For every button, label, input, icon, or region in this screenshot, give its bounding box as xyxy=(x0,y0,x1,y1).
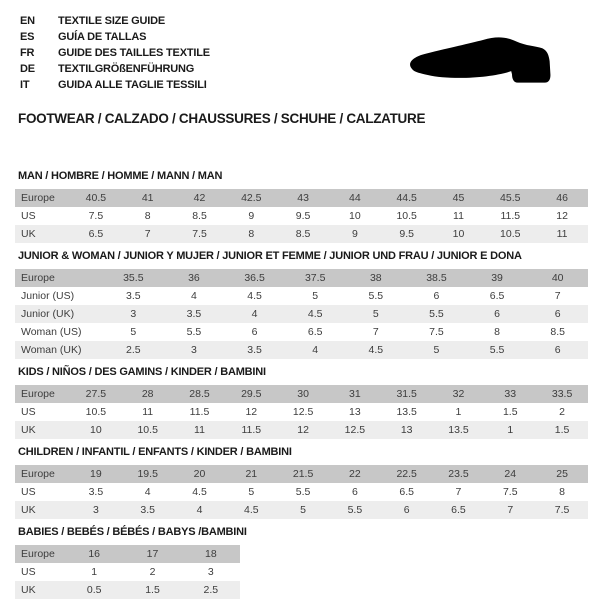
row-label: Woman (US) xyxy=(21,326,82,338)
kids-size-table xyxy=(15,385,588,439)
language-label: GUÍA DE TALLAS xyxy=(58,31,147,43)
language-code: IT xyxy=(20,79,30,91)
row-label: US xyxy=(21,486,36,498)
size-value-cell: 21 xyxy=(245,468,258,480)
size-row xyxy=(15,501,588,519)
size-value-cell: 7 xyxy=(507,504,514,516)
table-title-children: CHILDREN / INFANTIL / ENFANTS / KINDER / BAMBINI xyxy=(18,446,292,458)
size-value-cell: 24 xyxy=(504,468,517,480)
size-value-cell: 2.5 xyxy=(126,344,141,356)
size-value-cell: 5.5 xyxy=(489,344,505,356)
size-value-cell: 8.5 xyxy=(295,228,311,240)
size-value-cell: 7 xyxy=(144,228,151,240)
junior-woman-size-table xyxy=(15,269,588,359)
row-label: UK xyxy=(21,504,36,516)
size-value-cell: 5.5 xyxy=(429,308,444,320)
size-value-cell: 3.5 xyxy=(140,504,155,516)
size-value-cell: 10 xyxy=(90,424,102,436)
size-row xyxy=(15,483,588,501)
size-section-babies xyxy=(15,527,587,599)
row-label: US xyxy=(21,566,36,578)
size-value-cell: 12.5 xyxy=(292,406,314,418)
size-value-cell: 4 xyxy=(312,344,319,356)
size-value-cell: 9 xyxy=(351,228,358,240)
size-row xyxy=(15,421,588,439)
size-value-cell: 8 xyxy=(494,326,500,338)
dress-shoe-icon xyxy=(395,20,575,104)
size-value-cell: 46 xyxy=(556,192,568,204)
size-value-cell: 6.5 xyxy=(307,326,323,338)
size-value-cell: 1.5 xyxy=(502,406,518,418)
size-value-cell: 6.5 xyxy=(451,504,466,516)
table-title-junior-woman: JUNIOR & WOMAN / JUNIOR Y MUJER / JUNIOR ET FEMME / JUNIOR UND FRAU / JUNIOR E DONA xyxy=(18,250,522,262)
table-title-man: MAN / HOMBRE / HOMME / MANN / MAN xyxy=(18,170,223,182)
size-value-cell: 43 xyxy=(297,192,309,204)
size-value-cell: 40.5 xyxy=(85,192,107,204)
size-row xyxy=(15,563,240,581)
size-row xyxy=(15,305,588,323)
size-value-cell: 2 xyxy=(559,406,565,418)
size-value-cell: 36 xyxy=(188,272,200,284)
size-value-cell: 11 xyxy=(194,424,205,436)
size-value-cell: 3 xyxy=(191,344,197,356)
size-value-cell: 11.5 xyxy=(189,406,210,418)
row-label: Europe xyxy=(21,548,55,560)
size-value-cell: 4.5 xyxy=(307,308,323,320)
size-value-cell: 10.5 xyxy=(500,228,521,240)
size-value-cell: 42 xyxy=(193,192,206,204)
size-value-cell: 12 xyxy=(556,210,568,222)
size-section-kids xyxy=(15,367,587,439)
size-row xyxy=(15,341,588,359)
size-value-cell: 29.5 xyxy=(241,388,262,400)
size-value-cell: 23.5 xyxy=(448,468,469,480)
size-value-cell: 5.5 xyxy=(347,504,363,516)
size-value-cell: 39 xyxy=(491,272,503,284)
size-value-cell: 40 xyxy=(551,272,564,284)
size-section-junior-woman xyxy=(15,251,587,359)
size-value-cell: 32 xyxy=(452,388,465,400)
size-value-cell: 30 xyxy=(297,388,309,400)
size-value-cell: 31 xyxy=(349,388,361,400)
row-label: Europe xyxy=(21,388,55,400)
size-value-cell: 8 xyxy=(144,210,151,222)
size-value-cell: 2 xyxy=(149,566,156,578)
size-value-cell: 16 xyxy=(88,548,100,560)
size-value-cell: 6 xyxy=(433,290,440,302)
size-value-cell: 0.5 xyxy=(86,584,102,596)
size-value-cell: 4.5 xyxy=(368,344,384,356)
size-value-cell: 22.5 xyxy=(396,468,417,480)
size-value-cell: 7.5 xyxy=(88,210,104,222)
man-size-table xyxy=(15,189,588,243)
size-value-cell: 38.5 xyxy=(426,272,447,284)
size-value-cell: 8 xyxy=(559,486,565,498)
size-value-cell: 7.5 xyxy=(502,486,518,498)
size-value-cell: 3.5 xyxy=(126,290,141,302)
size-value-cell: 5.5 xyxy=(186,326,202,338)
size-value-cell: 13.5 xyxy=(396,406,417,418)
size-value-cell: 8.5 xyxy=(192,210,207,222)
language-code: EN xyxy=(20,15,35,27)
size-value-cell: 8 xyxy=(248,228,255,240)
size-row xyxy=(15,225,588,243)
size-value-cell: 10.5 xyxy=(85,406,107,418)
size-value-cell: 1.5 xyxy=(554,424,570,436)
size-row xyxy=(15,287,588,305)
size-value-cell: 19.5 xyxy=(137,468,158,480)
size-value-cell: 28.5 xyxy=(189,388,210,400)
size-value-cell: 7.5 xyxy=(429,326,444,338)
size-value-cell: 4 xyxy=(144,486,151,498)
size-value-cell: 7 xyxy=(455,486,462,498)
size-value-cell: 31.5 xyxy=(396,388,417,400)
size-value-cell: 7 xyxy=(372,326,379,338)
size-value-cell: 6.5 xyxy=(489,290,505,302)
size-value-cell: 10.5 xyxy=(396,210,417,222)
language-code: DE xyxy=(20,63,35,75)
size-header-row xyxy=(15,465,588,483)
size-value-cell: 33 xyxy=(504,388,517,400)
row-label: Europe xyxy=(21,468,55,480)
size-value-cell: 6 xyxy=(494,308,500,320)
size-value-cell: 19 xyxy=(90,468,102,480)
size-value-cell: 1 xyxy=(91,566,98,578)
size-value-cell: 13 xyxy=(400,424,413,436)
size-value-cell: 8.5 xyxy=(550,326,565,338)
size-row xyxy=(15,323,588,341)
size-value-cell: 5 xyxy=(300,504,306,516)
size-value-cell: 13 xyxy=(349,406,361,418)
row-label: Europe xyxy=(21,272,55,284)
size-value-cell: 38 xyxy=(369,272,382,284)
size-value-cell: 37.5 xyxy=(304,272,326,284)
row-label: US xyxy=(21,406,36,418)
size-section-children xyxy=(15,447,587,519)
row-label: UK xyxy=(21,584,36,596)
size-value-cell: 7.5 xyxy=(192,228,207,240)
size-value-cell: 6 xyxy=(403,504,410,516)
language-label: TEXTILE SIZE GUIDE xyxy=(58,15,166,27)
size-value-cell: 6 xyxy=(554,308,561,320)
size-value-cell: 4 xyxy=(196,504,203,516)
size-value-cell: 27.5 xyxy=(85,388,107,400)
size-value-cell: 4 xyxy=(251,308,258,320)
size-value-cell: 5 xyxy=(248,486,255,498)
size-value-cell: 13.5 xyxy=(448,424,469,436)
children-size-table xyxy=(15,465,588,519)
size-value-cell: 3 xyxy=(92,504,99,516)
size-section-man xyxy=(15,171,587,243)
row-label: Junior (UK) xyxy=(21,308,75,320)
size-value-cell: 11.5 xyxy=(241,424,262,436)
size-value-cell: 4.5 xyxy=(247,290,262,302)
row-label: Woman (UK) xyxy=(21,344,82,356)
size-header-row xyxy=(15,545,240,563)
size-value-cell: 28 xyxy=(141,388,154,400)
size-value-cell: 5.5 xyxy=(295,486,311,498)
size-value-cell: 33.5 xyxy=(551,388,573,400)
size-value-cell: 9.5 xyxy=(399,228,414,240)
size-header-row xyxy=(15,385,588,403)
size-value-cell: 3.5 xyxy=(88,486,104,498)
row-label: UK xyxy=(21,228,36,240)
language-label: TEXTILGRÖßENFÜHRUNG xyxy=(58,63,195,75)
size-value-cell: 1.5 xyxy=(145,584,160,596)
category-title: FOOTWEAR / CALZADO / CHAUSSURES / SCHUHE / CALZATURE xyxy=(18,111,426,126)
size-value-cell: 10 xyxy=(349,210,361,222)
language-label: GUIDE DES TAILLES TEXTILE xyxy=(58,47,210,59)
size-value-cell: 11 xyxy=(142,406,154,418)
size-value-cell: 6.5 xyxy=(88,228,104,240)
size-value-cell: 3 xyxy=(207,566,214,578)
size-value-cell: 1 xyxy=(455,406,462,418)
size-value-cell: 42.5 xyxy=(241,192,262,204)
size-value-cell: 3.5 xyxy=(247,344,262,356)
size-value-cell: 5 xyxy=(130,326,137,338)
language-code: FR xyxy=(20,47,35,59)
size-value-cell: 5.5 xyxy=(368,290,384,302)
size-value-cell: 6 xyxy=(251,326,258,338)
table-title-babies: BABIES / BEBÉS / BÉBÉS / BABYS /BAMBINI xyxy=(18,526,247,538)
size-value-cell: 4.5 xyxy=(243,504,259,516)
size-value-cell: 36.5 xyxy=(244,272,265,284)
row-label: Europe xyxy=(21,192,55,204)
size-value-cell: 22 xyxy=(349,468,361,480)
size-value-cell: 5 xyxy=(312,290,319,302)
row-label: Junior (US) xyxy=(21,290,75,302)
size-value-cell: 20 xyxy=(193,468,206,480)
size-value-cell: 6.5 xyxy=(399,486,414,498)
size-value-cell: 21.5 xyxy=(292,468,314,480)
size-value-cell: 25 xyxy=(556,468,568,480)
size-value-cell: 35.5 xyxy=(123,272,144,284)
size-value-cell: 12 xyxy=(245,406,258,418)
size-value-cell: 10 xyxy=(452,228,465,240)
size-value-cell: 1 xyxy=(507,424,514,436)
size-value-cell: 2.5 xyxy=(203,584,219,596)
language-label: GUIDA ALLE TAGLIE TESSILI xyxy=(58,79,207,91)
size-row xyxy=(15,403,588,421)
size-row xyxy=(15,581,240,599)
size-value-cell: 10.5 xyxy=(137,424,158,436)
size-value-cell: 17 xyxy=(146,548,159,560)
size-value-cell: 3.5 xyxy=(186,308,202,320)
size-value-cell: 12 xyxy=(297,424,309,436)
size-value-cell: 3 xyxy=(130,308,137,320)
size-value-cell: 6 xyxy=(351,486,358,498)
size-value-cell: 11 xyxy=(453,210,464,222)
size-row xyxy=(15,207,588,225)
size-value-cell: 9.5 xyxy=(295,210,311,222)
size-value-cell: 12.5 xyxy=(344,424,366,436)
row-label: US xyxy=(21,210,36,222)
size-value-cell: 4.5 xyxy=(192,486,207,498)
size-value-cell: 11.5 xyxy=(500,210,521,222)
babies-size-table xyxy=(15,545,240,599)
size-value-cell: 44.5 xyxy=(396,192,417,204)
size-value-cell: 6 xyxy=(554,344,561,356)
size-value-cell: 5 xyxy=(372,308,379,320)
size-value-cell: 45 xyxy=(452,192,465,204)
size-header-row xyxy=(15,269,588,287)
row-label: UK xyxy=(21,424,36,436)
size-value-cell: 9 xyxy=(248,210,255,222)
size-value-cell: 44 xyxy=(349,192,361,204)
size-value-cell: 5 xyxy=(433,344,440,356)
language-code: ES xyxy=(20,31,35,43)
table-title-kids: KIDS / NIÑOS / DES GAMINS / KINDER / BAMBINI xyxy=(18,366,266,378)
size-value-cell: 7 xyxy=(554,290,561,302)
size-value-cell: 41 xyxy=(141,192,154,204)
size-value-cell: 45.5 xyxy=(500,192,521,204)
size-value-cell: 11 xyxy=(556,228,568,240)
size-header-row xyxy=(15,189,588,207)
size-value-cell: 18 xyxy=(204,548,217,560)
size-value-cell: 7.5 xyxy=(554,504,570,516)
size-value-cell: 4 xyxy=(191,290,197,302)
